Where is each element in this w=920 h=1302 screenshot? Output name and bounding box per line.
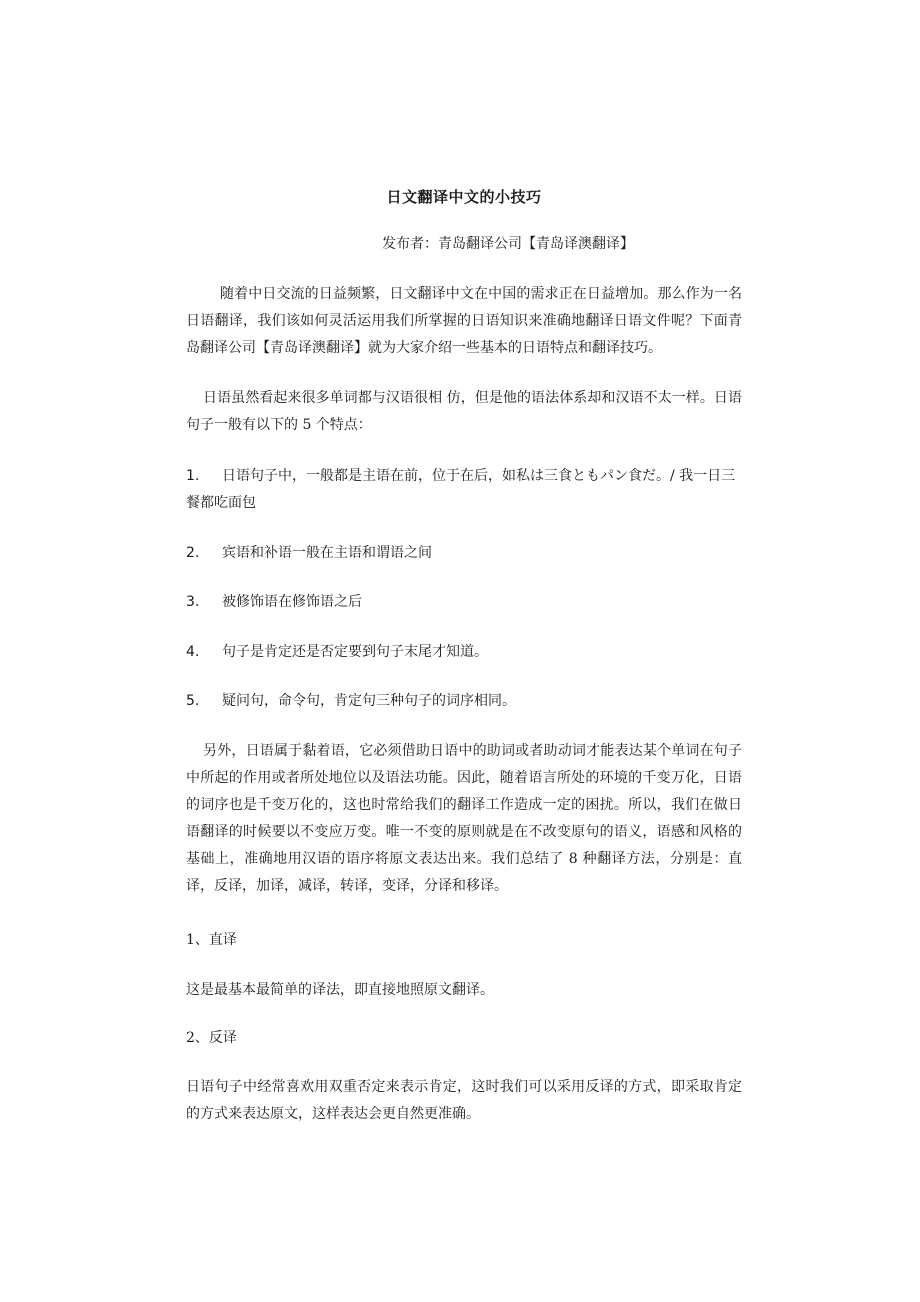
- feature-item-2: [186, 540, 742, 567]
- feature-number: 1.: [186, 468, 200, 484]
- feature-text: 疑问句，命令句，肯定句三种句子的词序相同。: [222, 693, 516, 709]
- document-page: [186, 0, 742, 1302]
- publisher-line: 发布者：青岛翻译公司【青岛译澳翻译】: [382, 236, 634, 252]
- feature-item-1: [186, 463, 742, 517]
- section-body-reverse: 日语句子中经常喜欢用双重否定来表示肯定，这时我们可以采用反译的方式，即采取肯定的方式来表达原文，这样表达会更自然更准确。: [186, 1079, 742, 1122]
- feature-number: 4.: [186, 644, 200, 660]
- feature-text: 日语句子中，一般都是主语在前，位于在后，如私は三食ともパン食だ。/ 我一日三餐都吃面包: [186, 468, 736, 511]
- feature-number: 2.: [186, 545, 200, 561]
- grammar-intro-paragraph: 日语虽然看起来很多单词都与汉语很相 仿，但是他的语法体系却和汉语不太一样。日语句子一般有以下的 5 个特点：: [186, 390, 742, 433]
- feature-text: 被修饰语在修饰语之后: [222, 594, 362, 610]
- section-body-direct: 这是最基本最简单的译法，即直接地照原文翻译。: [186, 982, 494, 998]
- intro-paragraph: 随着中日交流的日益频繁，日文翻译中文在中国的需求正在日益增加。那么作为一名日语翻译，我们该如何灵活运用我们所掌握的日语知识来准确地翻译日语文件呢？下面青岛翻译公司【青岛译澳翻译】就为大家介绍一些基本的日语特点和翻译技巧。: [186, 286, 742, 356]
- section-heading-reverse: 2、反译: [186, 1030, 237, 1046]
- feature-item-3: [186, 589, 742, 616]
- feature-number: 5.: [186, 693, 200, 709]
- feature-number: 3.: [186, 594, 200, 610]
- feature-text: 句子是肯定还是否定要到句子末尾才知道。: [222, 644, 488, 660]
- section-heading-direct: 1、直译: [186, 932, 237, 948]
- methods-intro-paragraph: 另外，日语属于黏着语，它必须借助日语中的助词或者助动词才能表达某个单词在句子中所起的作用或者所处地位以及语法功能。因此，随着语言所处的环境的千变万化，日语的词序也是千变万化的，这也时常给我们的翻译工作造成一定的困扰。所以，我们在做日语翻译的时候要以不变应万变。唯一不变的原则就是在不改变原句的语义，语感和风格的基础上，准确地用汉语的语序将原文表达出来。我们总结了 8 种翻译方法，分别是：直译，反译，加译，减译，转译，变译，分译和移译。: [186, 743, 742, 894]
- feature-item-5: [186, 688, 742, 715]
- document-title: 日文翻译中文的小技巧: [386, 188, 542, 206]
- feature-text: 宾语和补语一般在主语和谓语之间: [222, 545, 432, 561]
- feature-item-4: [186, 639, 742, 666]
